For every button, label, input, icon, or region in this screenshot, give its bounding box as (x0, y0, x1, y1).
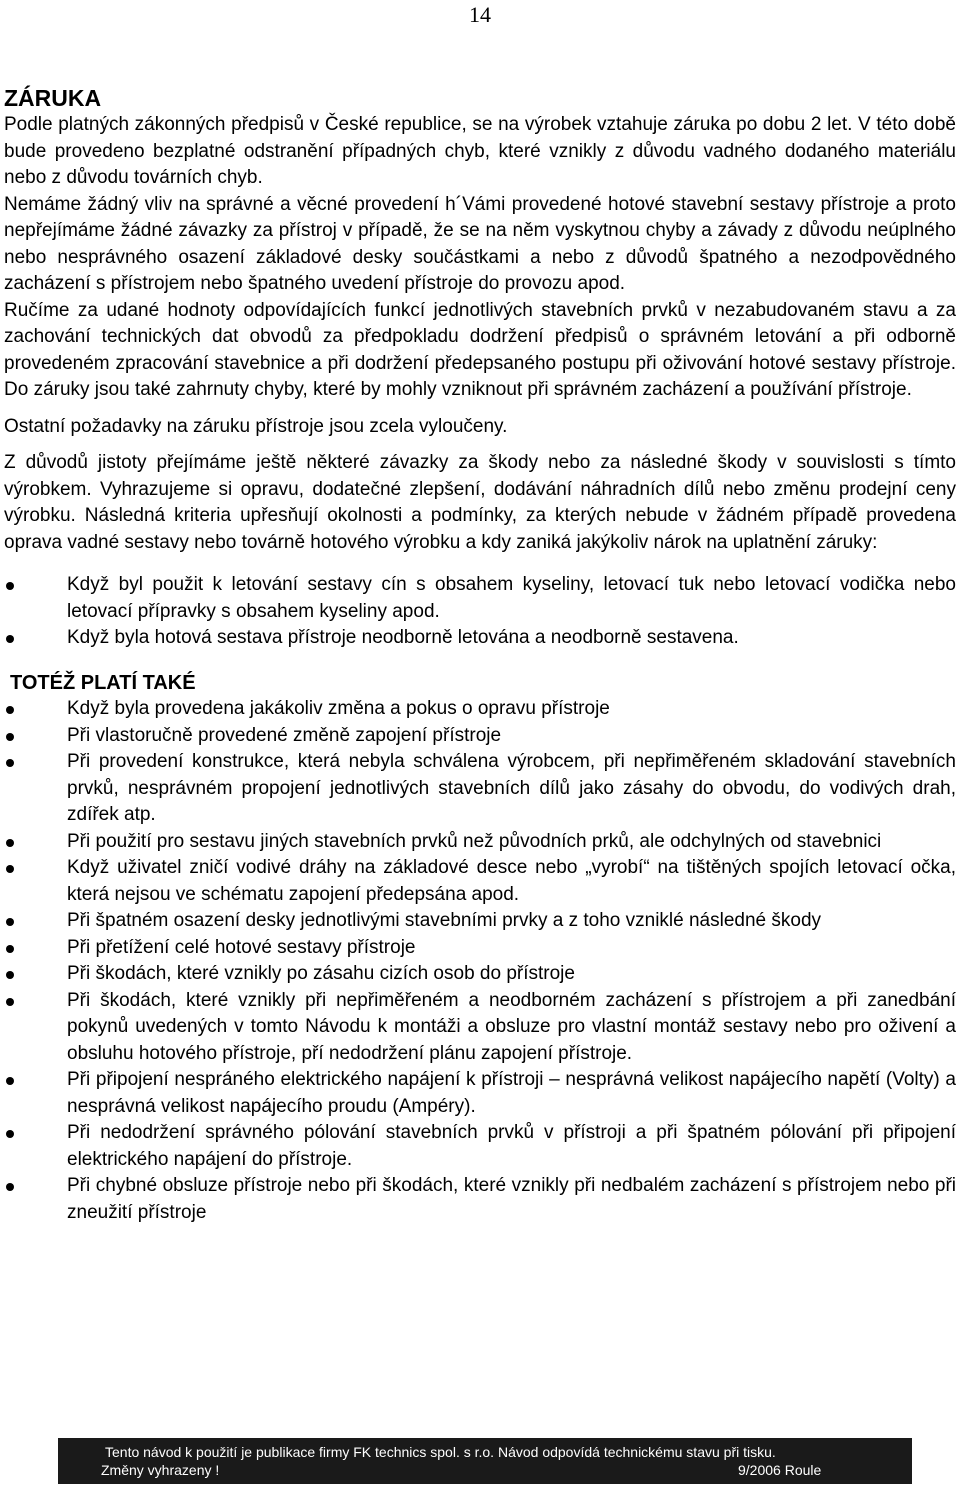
bullet-icon (6, 971, 14, 979)
list-item-text: Při vlastoručně provedené změně zapojení přístroje (67, 724, 502, 746)
list-item-text: Při připojení nespráného elektrického napájení k přístroji – nesprávná velikost napájecího napětí (Volty) a nesprávná velikost napájecího proudu (Ampéry). (67, 1069, 956, 1117)
bullet-icon (6, 706, 14, 714)
bullet-icon (6, 998, 14, 1006)
list-item-text: Při chybné obsluze přístroje nebo při škodách, které vznikly při nedbalém zacházení s přístrojem nebo při zneužití přístroje (67, 1175, 956, 1223)
list-item-text: Při špatném osazení desky jednotlivými stavebními prvky a z toho vzniklé následné škody (67, 910, 822, 931)
conditions-list (4, 572, 956, 652)
list-item-text: Při škodách, které vznikly po zásahu cizích osob do přístroje (67, 963, 575, 984)
bullet-icon (6, 1183, 14, 1191)
bullet-icon (6, 839, 14, 847)
bullet-icon (6, 918, 14, 926)
bullet-icon (6, 733, 14, 741)
footer-bar (58, 1438, 912, 1484)
bullet-icon (6, 865, 14, 873)
list-item-text: Při použití pro sestavu jiných stavebních prvků než původních prků, ale odchylných od stavebnici (67, 830, 882, 852)
paragraph: Nemáme žádný vliv na správné a věcné provedení h´Vámi provedené hotové stavební sestavy přístroje a proto nepřejímáme žádné závazky za přístroj v případě, že se na něm vyskytnou chyby a závady z důvodu neúplného nebo nesprávného osazení základové desky součástkami a nebo z důvodů špatného a nezodpovědného zacházení s přístrojem nebo špatného uvedení přístroje do provozu apod. (4, 193, 956, 294)
list-item (4, 1120, 956, 1173)
bullet-icon (6, 945, 14, 953)
bullet-icon (6, 582, 14, 590)
list-item (4, 855, 956, 908)
list-item-text: Při nedodržení správného pólování stavebních prvků v přístroji a při špatném pólování při připojení elektrického napájení do přístroje. (67, 1122, 956, 1170)
list-item-text: Když byl použit k letování sestavy cín s obsahem kyseliny, letovací tuk nebo letovací vodička nebo letovací přípravky s obsahem kyseliny apod. (67, 574, 956, 622)
list-item (4, 829, 956, 856)
document-body (4, 84, 956, 1226)
paragraph: Podle platných zákonných předpisů v České republice, se na výrobek vztahuje záruka po dobu 2 let. V této době bude provedeno bezplatné odstranění případných chyb, které vznikly z důvodu vadného dodaného materiálu nebo z důvodu továrních chyb. (4, 114, 956, 188)
list-item-text: Při škodách, které vznikly při nepřiměřeném a neodborném zacházení s přístrojem a při zanedbání pokynů uvedených v tomto Návodu k montáži a obsluze pro vlastní montáž sestavy nebo pro oživení a obsluhu hotového přístroje, pří nedodržení plánu zapojení přístroje. (67, 989, 956, 1064)
list-item (4, 961, 956, 988)
bullet-icon (6, 635, 14, 643)
list-item (4, 988, 956, 1068)
list-item (4, 749, 956, 829)
list-item (4, 1173, 956, 1226)
list-item (4, 1067, 956, 1120)
list-item-text: Když byla provedena jakákoliv změna a pokus o opravu přístroje (67, 698, 610, 719)
bullet-icon (6, 759, 14, 767)
page-number: 14 (469, 2, 491, 27)
list-item (4, 696, 956, 723)
list-item (4, 572, 956, 625)
bullet-icon (6, 1077, 14, 1085)
page-title: ZÁRUKA (4, 85, 102, 111)
list-item (4, 625, 956, 652)
footer-publisher-text: Tento návod k použití je publikace firmy FK technics spol. s r.o. Návod odpovídá technickému stavu při tisku. (105, 1444, 776, 1460)
list-item (4, 908, 956, 935)
list-item-text: Při provedení konstrukce, která nebyla schválena výrobcem, při nepřiměřeném skladování stavebních prvků, nesprávném propojení jednotlivých stavebních dílů jako zásahy do obvodu, do vodivých drah, zdířek atp. (67, 751, 956, 825)
paragraph: Ostatní požadavky na záruku přístroje jsou zcela vyloučeny. (4, 415, 508, 437)
footer-version-text: 9/2006 Roule (738, 1462, 822, 1478)
paragraph: Ručíme za udané hodnoty odpovídajících funkcí jednotlivých stavebních prvků v nezabudovaném stavu a za zachování technických dat obvodů za předpokladu dodržení předpisů o správném letování a při odborně provedeném zpracování stavebnice a při dodržení předepsaného postupu při oživování hotové sestavy přístroje. Do záruky jsou také zahrnuty chyby, které by mohly vzniknout při správném zacházení a používání přístroje. (4, 299, 956, 400)
list-item-text: Při přetížení celé hotové sestavy přístroje (67, 936, 416, 958)
list-item-text: Když byla hotová sestava přístroje neodborně letována a neodborně sestavena. (67, 627, 739, 648)
list-item-text: Když uživatel zničí vodivé dráhy na základové desce nebo „vyrobí“ na tištěných spojích letovací očka, která nejsou ve schématu zapojení předepsána apod. (67, 857, 956, 905)
list-item (4, 935, 956, 962)
paragraph: Z důvodů jistoty přejímáme ještě některé závazky za škody nebo za následné škody v souvislosti s tímto výrobkem. Vyhrazujeme si opravu, dodatečné zlepšení, dodávání náhradních dílů nebo změnu prodejní ceny výrobku. Následná kriteria upřesňují okolnosti a podmínky, za kterých nebude v žádném případě provedena oprava vadné sestavy nebo továrně hotového výrobku a kdy zaniká jakýkoliv nárok na uplatnění záruky: (4, 452, 956, 553)
section-heading: TOTÉŽ PLATÍ TAKÉ (10, 671, 196, 694)
list-item (4, 723, 956, 750)
also-applies-list (4, 696, 956, 1226)
bullet-icon (6, 1130, 14, 1138)
footer-notice-text: Změny vyhrazeny ! (101, 1462, 220, 1478)
